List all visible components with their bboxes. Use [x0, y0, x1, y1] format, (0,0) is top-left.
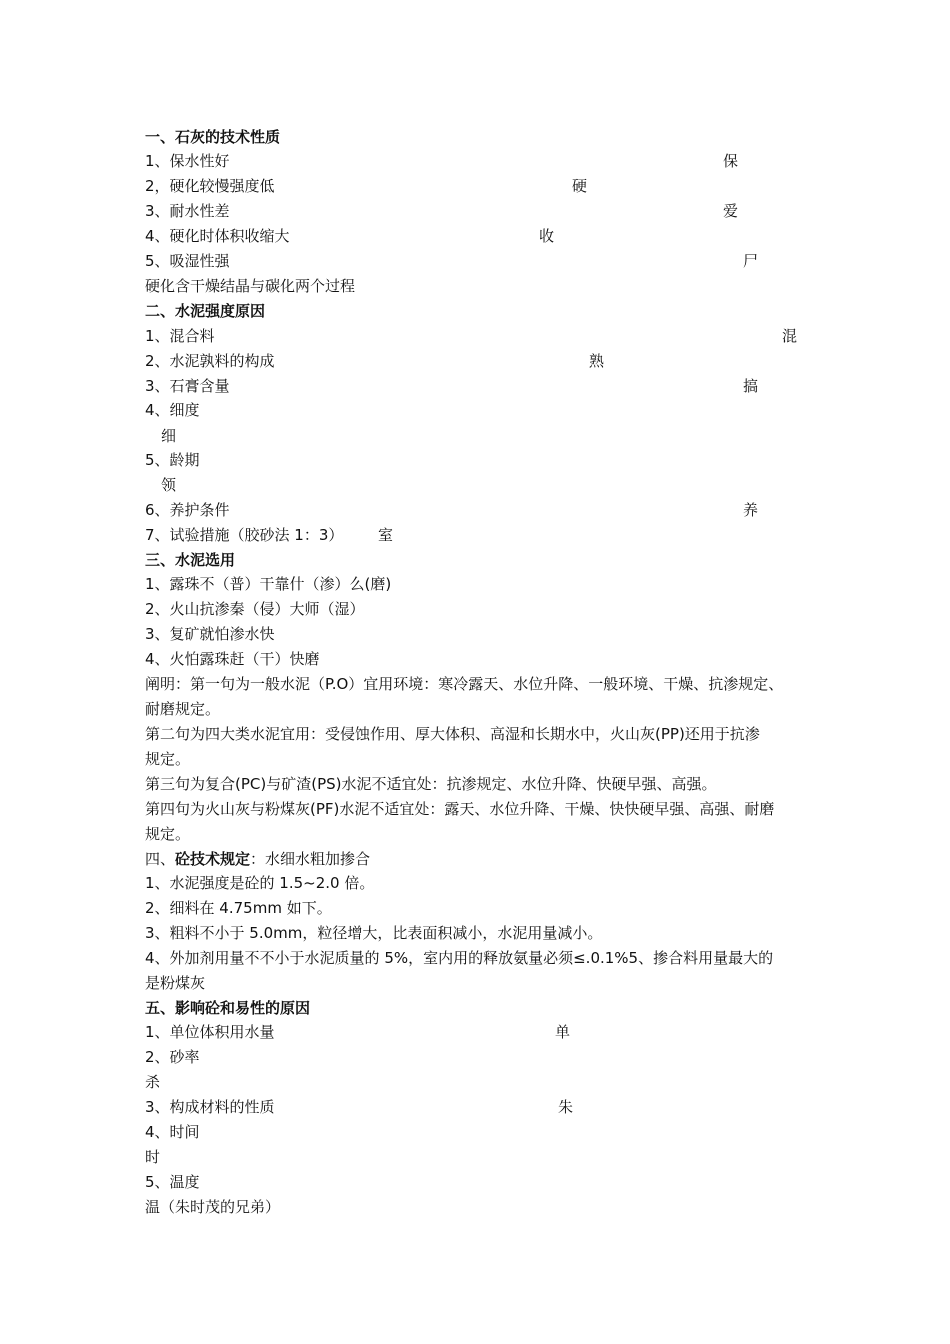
mnemonic-char: 单: [555, 1023, 571, 1041]
section-1-note: 硬化含干燥结晶与碳化两个过程: [145, 277, 356, 295]
mnemonic-char: 保: [723, 152, 739, 170]
mnemonic-char: 尸: [743, 252, 759, 270]
list-item: 2、细料在 4.75mm 如下。: [145, 899, 332, 917]
list-item: 5、吸湿性强: [145, 252, 230, 270]
section-4-mnemonic: ：水细水粗加掺合: [250, 850, 371, 868]
explanation-line: 第三句为复合(PC)与矿渣(PS)水泥不适宜处：抗渗规定、水位升降、快硬早强、高强。: [145, 775, 717, 793]
explanation-line: 第四句为火山灰与粉煤灰(PF)水泥不适宜处：露天、水位升降、干燥、快快硬早强、高强、耐磨: [145, 800, 775, 818]
mnemonic-char: 爱: [723, 202, 739, 220]
mnemonic-char: 室: [378, 526, 394, 544]
list-item: 1、露珠不（普）干靠什（渗）么(磨): [145, 575, 392, 593]
section-4-heading: 砼技术规定: [175, 850, 251, 868]
mnemonic-char: 搞: [743, 377, 759, 395]
mnemonic-char: 收: [539, 227, 555, 245]
mnemonic-char: 时: [145, 1148, 161, 1166]
list-item: 2，硬化较慢强度低: [145, 177, 275, 195]
section-1-title: 一、石灰的技术性质: [145, 128, 281, 146]
mnemonic-char: 杀: [145, 1073, 161, 1091]
section-3-title: 三、水泥选用: [145, 551, 236, 569]
section-2-title: 二、水泥强度原因: [145, 302, 266, 320]
list-item: 4、火怕露珠赶（干）快磨: [145, 650, 320, 668]
mnemonic-char: 养: [743, 501, 759, 519]
list-item: 2、火山抗渗秦（侵）大师（湿）: [145, 600, 365, 618]
list-item: 3、石膏含量: [145, 377, 230, 395]
list-item: 7、试验措施（胶砂法 1：3）: [145, 526, 344, 544]
explanation-line: 耐磨规定。: [145, 700, 221, 718]
section-4-title: [145, 849, 370, 869]
list-item: 1、单位体积用水量: [145, 1023, 275, 1041]
explanation-line: 规定。: [145, 825, 191, 843]
section-4-number: 四、: [145, 850, 176, 868]
explanation-line: 规定。: [145, 750, 191, 768]
mnemonic-char: 领: [161, 476, 177, 494]
list-item: 4、时间: [145, 1123, 200, 1141]
explanation-line: 第二句为四大类水泥宜用：受侵蚀作用、厚大体积、高湿和长期水中，火山灰(PP)还用于抗渗: [145, 725, 760, 743]
list-item: 4、外加剂用量不不小于水泥质量的 5%，室内用的释放氨量必须≤.0.1%5、掺合料用量最大的: [145, 949, 774, 967]
list-item: 1、保水性好: [145, 152, 230, 170]
list-item: 3、复矿就怕渗水快: [145, 625, 275, 643]
list-item: 1、混合料: [145, 327, 215, 345]
mnemonic-char: 熟: [589, 352, 605, 370]
list-item: 3、粗料不小于 5.0mm，粒径增大，比表面积减小，水泥用量减小。: [145, 924, 603, 942]
list-item: 5、龄期: [145, 451, 200, 469]
list-item: 3、耐水性差: [145, 202, 230, 220]
section-5-title: 五、影响砼和易性的原因: [145, 999, 311, 1017]
mnemonic-char: 朱: [558, 1098, 574, 1116]
mnemonic-char: 细: [161, 427, 177, 445]
mnemonic-char: 温（朱时茂的兄弟）: [145, 1198, 281, 1216]
list-item: 1、水泥强度是砼的 1.5~2.0 倍。: [145, 874, 375, 892]
mnemonic-char: 硬: [572, 177, 588, 195]
list-item: 6、养护条件: [145, 501, 230, 519]
list-item: 2、水泥孰料的构成: [145, 352, 275, 370]
list-item: 2、砂率: [145, 1048, 200, 1066]
list-item: 4、细度: [145, 401, 200, 419]
mnemonic-char: 混: [782, 327, 798, 345]
list-item: 5、温度: [145, 1173, 200, 1191]
list-item: 是粉煤灰: [145, 974, 206, 992]
list-item: 4、硬化时体积收缩大: [145, 227, 290, 245]
list-item: 3、构成材料的性质: [145, 1098, 275, 1116]
explanation-line: 阐明：第一句为一般水泥（P.O）宜用环境：寒冷露天、水位升降、一般环境、干燥、抗渗规定、: [145, 675, 784, 693]
